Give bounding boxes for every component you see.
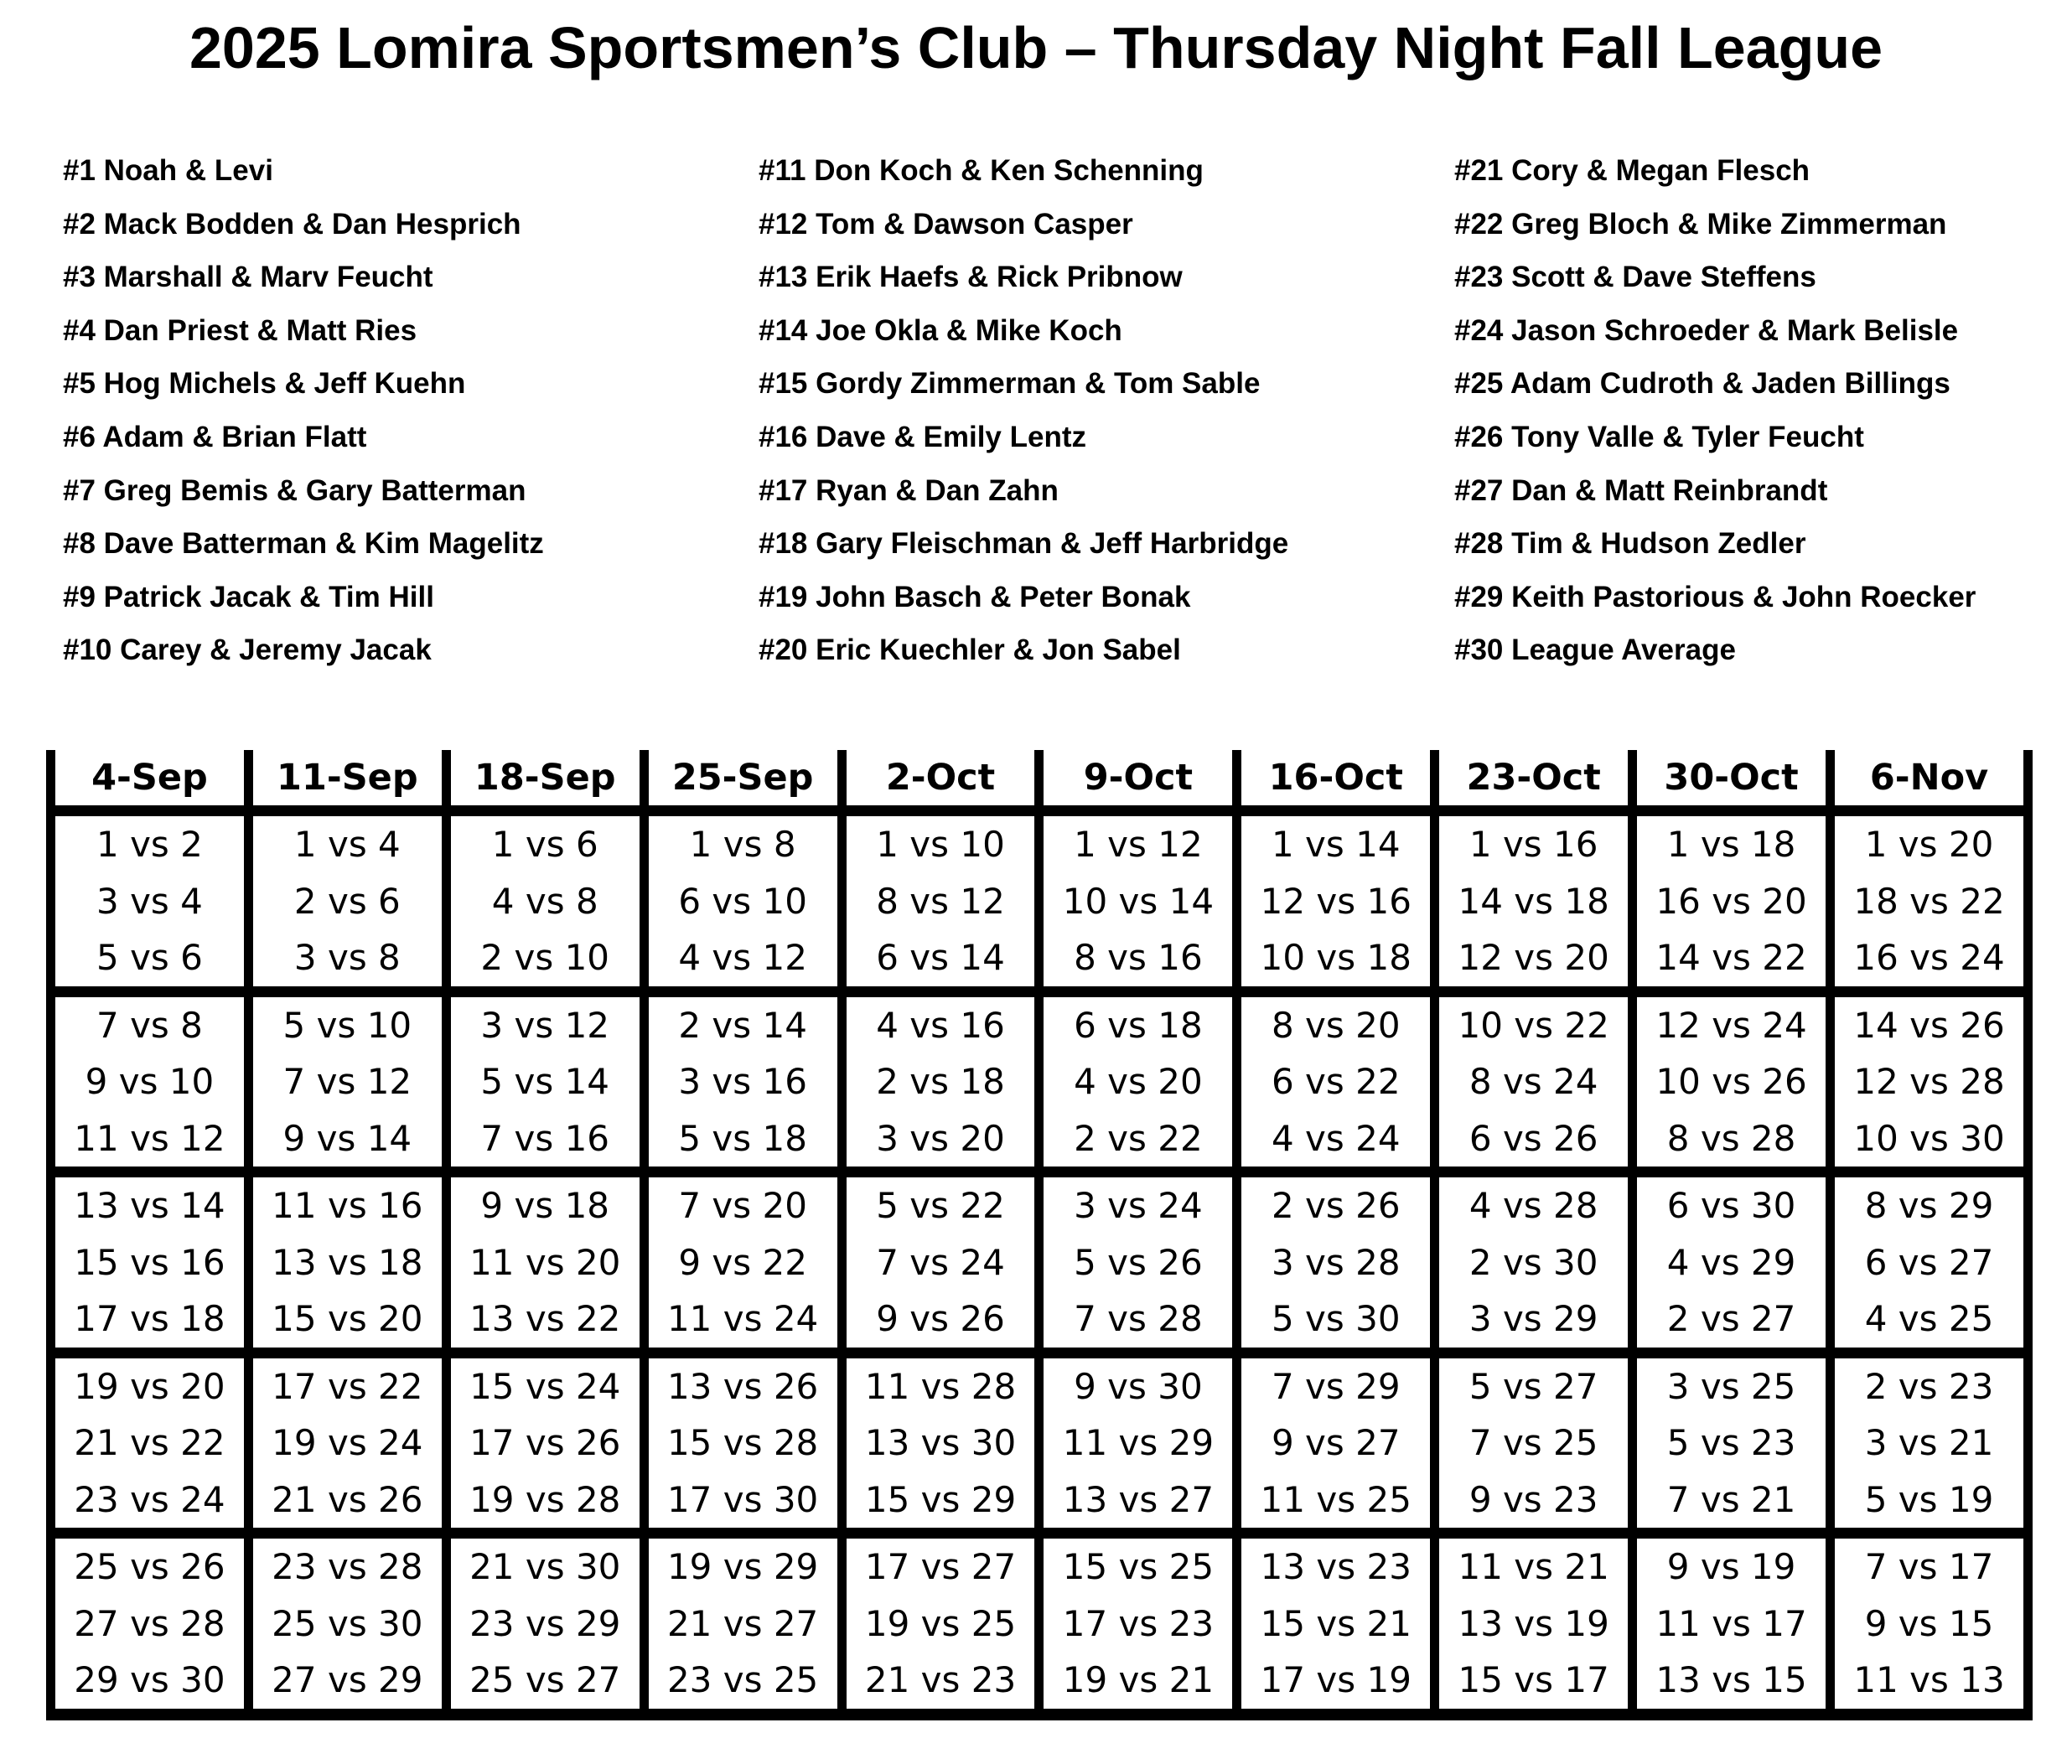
matchup-cell: 5 vs 6	[51, 929, 249, 991]
matchup-cell: 2 vs 18	[842, 1053, 1039, 1110]
page-title: 2025 Lomira Sportsmen’s Club – Thursday Night Fall League	[189, 15, 1883, 80]
matchup-cell: 14 vs 22	[1633, 929, 1831, 991]
matchup-cell: 12 vs 28	[1831, 1053, 2028, 1110]
matchup-cell: 10 vs 26	[1633, 1053, 1831, 1110]
team-entry: #6 Adam & Brian Flatt	[63, 420, 367, 453]
matchup-cell: 13 vs 23	[1237, 1534, 1435, 1596]
matchup-cell: 13 vs 30	[842, 1415, 1039, 1472]
matchup-cell: 10 vs 30	[1831, 1110, 2028, 1172]
matchup-cell: 6 vs 22	[1237, 1053, 1435, 1110]
matchup-cell: 12 vs 24	[1633, 991, 1831, 1053]
team-entry: #18 Gary Fleischman & Jeff Harbridge	[759, 527, 1289, 561]
matchup-cell: 3 vs 25	[1633, 1353, 1831, 1415]
matchup-cell: 13 vs 14	[51, 1172, 249, 1234]
team-entry: #2 Mack Bodden & Dan Hesprich	[63, 207, 521, 241]
team-roster-column	[63, 144, 759, 677]
matchup-cell: 18 vs 22	[1831, 873, 2028, 930]
matchup-cell: 4 vs 25	[1831, 1291, 2028, 1353]
matchup-cell: 11 vs 20	[446, 1234, 644, 1291]
schedule-body	[51, 811, 2028, 1715]
matchup-cell: 6 vs 10	[644, 873, 842, 930]
team-entry: #9 Patrick Jacak & Tim Hill	[63, 580, 434, 613]
matchup-cell: 5 vs 23	[1633, 1415, 1831, 1472]
matchup-cell: 17 vs 19	[1237, 1652, 1435, 1715]
team-entry: #13 Erik Haefs & Rick Pribnow	[759, 261, 1183, 294]
matchup-cell: 7 vs 21	[1633, 1472, 1831, 1534]
schedule-date-header: 18-Sep	[446, 750, 644, 811]
matchup-cell: 3 vs 21	[1831, 1415, 2028, 1472]
matchup-cell: 7 vs 29	[1237, 1353, 1435, 1415]
schedule-row	[51, 1534, 2028, 1596]
matchup-cell: 8 vs 28	[1633, 1110, 1831, 1172]
matchup-cell: 14 vs 18	[1435, 873, 1633, 930]
schedule-row	[51, 811, 2028, 873]
matchup-cell: 7 vs 20	[644, 1172, 842, 1234]
matchup-cell: 21 vs 22	[51, 1415, 249, 1472]
matchup-cell: 16 vs 24	[1831, 929, 2028, 991]
matchup-cell: 8 vs 20	[1237, 991, 1435, 1053]
matchup-cell: 14 vs 26	[1831, 991, 2028, 1053]
matchup-cell: 6 vs 18	[1039, 991, 1237, 1053]
matchup-cell: 10 vs 22	[1435, 991, 1633, 1053]
matchup-cell: 5 vs 30	[1237, 1291, 1435, 1353]
matchup-cell: 21 vs 26	[248, 1472, 446, 1534]
team-entry: #22 Greg Bloch & Mike Zimmerman	[1454, 207, 1947, 241]
matchup-cell: 10 vs 14	[1039, 873, 1237, 930]
team-entry: #15 Gordy Zimmerman & Tom Sable	[759, 367, 1261, 401]
matchup-cell: 15 vs 21	[1237, 1596, 1435, 1653]
team-entry: #11 Don Koch & Ken Schenning	[759, 154, 1204, 187]
matchup-cell: 13 vs 22	[446, 1291, 644, 1353]
matchup-cell: 25 vs 26	[51, 1534, 249, 1596]
team-entry: #19 John Basch & Peter Bonak	[759, 580, 1191, 613]
matchup-cell: 1 vs 4	[248, 811, 446, 873]
matchup-cell: 2 vs 26	[1237, 1172, 1435, 1234]
matchup-cell: 3 vs 20	[842, 1110, 1039, 1172]
schedule-date-header: 16-Oct	[1237, 750, 1435, 811]
matchup-cell: 2 vs 14	[644, 991, 842, 1053]
matchup-cell: 5 vs 22	[842, 1172, 1039, 1234]
matchup-cell: 1 vs 8	[644, 811, 842, 873]
matchup-cell: 16 vs 20	[1633, 873, 1831, 930]
matchup-cell: 23 vs 25	[644, 1652, 842, 1715]
matchup-cell: 15 vs 16	[51, 1234, 249, 1291]
matchup-cell: 1 vs 10	[842, 811, 1039, 873]
schedule-header-row	[51, 750, 2028, 811]
schedule-date-header: 11-Sep	[248, 750, 446, 811]
matchup-cell: 1 vs 14	[1237, 811, 1435, 873]
matchup-cell: 9 vs 23	[1435, 1472, 1633, 1534]
matchup-cell: 7 vs 8	[51, 991, 249, 1053]
matchup-cell: 3 vs 24	[1039, 1172, 1237, 1234]
schedule-row	[51, 1234, 2028, 1291]
schedule-row	[51, 1291, 2028, 1353]
matchup-cell: 9 vs 27	[1237, 1415, 1435, 1472]
team-entry: #5 Hog Michels & Jeff Kuehn	[63, 367, 466, 401]
team-entry: #17 Ryan & Dan Zahn	[759, 473, 1059, 507]
matchup-cell: 2 vs 23	[1831, 1353, 2028, 1415]
matchup-cell: 11 vs 28	[842, 1353, 1039, 1415]
team-roster	[63, 144, 2041, 677]
matchup-cell: 17 vs 27	[842, 1534, 1039, 1596]
matchup-cell: 19 vs 20	[51, 1353, 249, 1415]
matchup-cell: 25 vs 30	[248, 1596, 446, 1653]
team-entry: #30 League Average	[1454, 634, 1736, 667]
matchup-cell: 4 vs 24	[1237, 1110, 1435, 1172]
matchup-cell: 5 vs 27	[1435, 1353, 1633, 1415]
team-entry: #16 Dave & Emily Lentz	[759, 420, 1086, 453]
matchup-cell: 19 vs 29	[644, 1534, 842, 1596]
matchup-cell: 7 vs 28	[1039, 1291, 1237, 1353]
matchup-cell: 3 vs 29	[1435, 1291, 1633, 1353]
matchup-cell: 17 vs 26	[446, 1415, 644, 1472]
schedule-row	[51, 1596, 2028, 1653]
matchup-cell: 12 vs 16	[1237, 873, 1435, 930]
matchup-cell: 6 vs 26	[1435, 1110, 1633, 1172]
matchup-cell: 1 vs 16	[1435, 811, 1633, 873]
matchup-cell: 11 vs 17	[1633, 1596, 1831, 1653]
matchup-cell: 8 vs 24	[1435, 1053, 1633, 1110]
matchup-cell: 2 vs 10	[446, 929, 644, 991]
schedule-date-header: 30-Oct	[1633, 750, 1831, 811]
matchup-cell: 9 vs 30	[1039, 1353, 1237, 1415]
matchup-cell: 3 vs 8	[248, 929, 446, 991]
matchup-cell: 8 vs 29	[1831, 1172, 2028, 1234]
matchup-cell: 13 vs 19	[1435, 1596, 1633, 1653]
matchup-cell: 7 vs 24	[842, 1234, 1039, 1291]
team-entry: #20 Eric Kuechler & Jon Sabel	[759, 634, 1181, 667]
schedule-section	[46, 750, 2033, 1720]
matchup-cell: 9 vs 15	[1831, 1596, 2028, 1653]
schedule-date-header: 9-Oct	[1039, 750, 1237, 811]
matchup-cell: 13 vs 27	[1039, 1472, 1237, 1534]
matchup-cell: 21 vs 27	[644, 1596, 842, 1653]
matchup-cell: 17 vs 18	[51, 1291, 249, 1353]
schedule-row	[51, 929, 2028, 991]
schedule-header	[51, 750, 2028, 811]
matchup-cell: 1 vs 20	[1831, 811, 2028, 873]
matchup-cell: 19 vs 25	[842, 1596, 1039, 1653]
schedule-row	[51, 1415, 2028, 1472]
matchup-cell: 3 vs 28	[1237, 1234, 1435, 1291]
matchup-cell: 2 vs 6	[248, 873, 446, 930]
matchup-cell: 11 vs 21	[1435, 1534, 1633, 1596]
matchup-cell: 19 vs 21	[1039, 1652, 1237, 1715]
matchup-cell: 13 vs 26	[644, 1353, 842, 1415]
matchup-cell: 11 vs 24	[644, 1291, 842, 1353]
matchup-cell: 27 vs 28	[51, 1596, 249, 1653]
matchup-cell: 1 vs 2	[51, 811, 249, 873]
team-entry: #28 Tim & Hudson Zedler	[1454, 527, 1806, 561]
matchup-cell: 9 vs 10	[51, 1053, 249, 1110]
matchup-cell: 15 vs 17	[1435, 1652, 1633, 1715]
matchup-cell: 9 vs 18	[446, 1172, 644, 1234]
matchup-cell: 17 vs 23	[1039, 1596, 1237, 1653]
team-entry: #29 Keith Pastorious & John Roecker	[1454, 580, 1976, 613]
matchup-cell: 5 vs 18	[644, 1110, 842, 1172]
matchup-cell: 4 vs 16	[842, 991, 1039, 1053]
team-entry: #1 Noah & Levi	[63, 154, 273, 187]
schedule-date-header: 4-Sep	[51, 750, 249, 811]
matchup-cell: 2 vs 30	[1435, 1234, 1633, 1291]
matchup-cell: 4 vs 28	[1435, 1172, 1633, 1234]
matchup-cell: 15 vs 29	[842, 1472, 1039, 1534]
schedule-date-header: 6-Nov	[1831, 750, 2028, 811]
team-entry: #25 Adam Cudroth & Jaden Billings	[1454, 367, 1950, 401]
schedule-table	[46, 750, 2033, 1720]
matchup-cell: 9 vs 22	[644, 1234, 842, 1291]
matchup-cell: 11 vs 16	[248, 1172, 446, 1234]
matchup-cell: 5 vs 19	[1831, 1472, 2028, 1534]
team-entry: #27 Dan & Matt Reinbrandt	[1454, 473, 1828, 507]
schedule-row	[51, 1110, 2028, 1172]
matchup-cell: 17 vs 30	[644, 1472, 842, 1534]
matchup-cell: 15 vs 20	[248, 1291, 446, 1353]
team-entry: #8 Dave Batterman & Kim Magelitz	[63, 527, 544, 561]
matchup-cell: 7 vs 17	[1831, 1534, 2028, 1596]
matchup-cell: 6 vs 30	[1633, 1172, 1831, 1234]
matchup-cell: 7 vs 16	[446, 1110, 644, 1172]
schedule-row	[51, 1172, 2028, 1234]
schedule-row	[51, 1053, 2028, 1110]
schedule-row	[51, 991, 2028, 1053]
matchup-cell: 23 vs 24	[51, 1472, 249, 1534]
matchup-cell: 2 vs 27	[1633, 1291, 1831, 1353]
team-entry: #14 Joe Okla & Mike Koch	[759, 313, 1122, 347]
team-roster-column	[1454, 144, 2041, 677]
team-entry: #7 Greg Bemis & Gary Batterman	[63, 473, 526, 507]
team-entry: #12 Tom & Dawson Casper	[759, 207, 1133, 241]
schedule-date-header: 2-Oct	[842, 750, 1039, 811]
matchup-cell: 2 vs 22	[1039, 1110, 1237, 1172]
matchup-cell: 5 vs 10	[248, 991, 446, 1053]
matchup-cell: 29 vs 30	[51, 1652, 249, 1715]
schedule-date-header: 23-Oct	[1435, 750, 1633, 811]
matchup-cell: 17 vs 22	[248, 1353, 446, 1415]
team-entry: #26 Tony Valle & Tyler Feucht	[1454, 420, 1864, 453]
matchup-cell: 4 vs 20	[1039, 1053, 1237, 1110]
matchup-cell: 1 vs 12	[1039, 811, 1237, 873]
matchup-cell: 11 vs 29	[1039, 1415, 1237, 1472]
schedule-row	[51, 873, 2028, 930]
matchup-cell: 21 vs 23	[842, 1652, 1039, 1715]
schedule-row	[51, 1652, 2028, 1715]
matchup-cell: 6 vs 27	[1831, 1234, 2028, 1291]
matchup-cell: 1 vs 18	[1633, 811, 1831, 873]
matchup-cell: 7 vs 25	[1435, 1415, 1633, 1472]
schedule-row	[51, 1353, 2028, 1415]
matchup-cell: 15 vs 28	[644, 1415, 842, 1472]
matchup-cell: 8 vs 16	[1039, 929, 1237, 991]
matchup-cell: 11 vs 13	[1831, 1652, 2028, 1715]
matchup-cell: 9 vs 14	[248, 1110, 446, 1172]
matchup-cell: 5 vs 14	[446, 1053, 644, 1110]
matchup-cell: 10 vs 18	[1237, 929, 1435, 991]
matchup-cell: 4 vs 12	[644, 929, 842, 991]
team-entry: #24 Jason Schroeder & Mark Belisle	[1454, 313, 1959, 347]
matchup-cell: 4 vs 8	[446, 873, 644, 930]
matchup-cell: 6 vs 14	[842, 929, 1039, 991]
schedule-date-header: 25-Sep	[644, 750, 842, 811]
matchup-cell: 25 vs 27	[446, 1652, 644, 1715]
matchup-cell: 11 vs 25	[1237, 1472, 1435, 1534]
matchup-cell: 23 vs 29	[446, 1596, 644, 1653]
matchup-cell: 19 vs 24	[248, 1415, 446, 1472]
matchup-cell: 13 vs 18	[248, 1234, 446, 1291]
team-roster-column	[759, 144, 1454, 677]
matchup-cell: 1 vs 6	[446, 811, 644, 873]
matchup-cell: 3 vs 16	[644, 1053, 842, 1110]
matchup-cell: 7 vs 12	[248, 1053, 446, 1110]
matchup-cell: 27 vs 29	[248, 1652, 446, 1715]
matchup-cell: 19 vs 28	[446, 1472, 644, 1534]
matchup-cell: 8 vs 12	[842, 873, 1039, 930]
matchup-cell: 5 vs 26	[1039, 1234, 1237, 1291]
matchup-cell: 3 vs 12	[446, 991, 644, 1053]
matchup-cell: 3 vs 4	[51, 873, 249, 930]
matchup-cell: 13 vs 15	[1633, 1652, 1831, 1715]
team-entry: #21 Cory & Megan Flesch	[1454, 154, 1810, 187]
team-entry: #3 Marshall & Marv Feucht	[63, 261, 433, 294]
matchup-cell: 15 vs 25	[1039, 1534, 1237, 1596]
team-entry: #10 Carey & Jeremy Jacak	[63, 634, 432, 667]
matchup-cell: 9 vs 19	[1633, 1534, 1831, 1596]
matchup-cell: 11 vs 12	[51, 1110, 249, 1172]
team-entry: #4 Dan Priest & Matt Ries	[63, 313, 417, 347]
matchup-cell: 23 vs 28	[248, 1534, 446, 1596]
matchup-cell: 4 vs 29	[1633, 1234, 1831, 1291]
schedule-row	[51, 1472, 2028, 1534]
matchup-cell: 15 vs 24	[446, 1353, 644, 1415]
matchup-cell: 21 vs 30	[446, 1534, 644, 1596]
matchup-cell: 12 vs 20	[1435, 929, 1633, 991]
team-entry: #23 Scott & Dave Steffens	[1454, 261, 1816, 294]
matchup-cell: 9 vs 26	[842, 1291, 1039, 1353]
